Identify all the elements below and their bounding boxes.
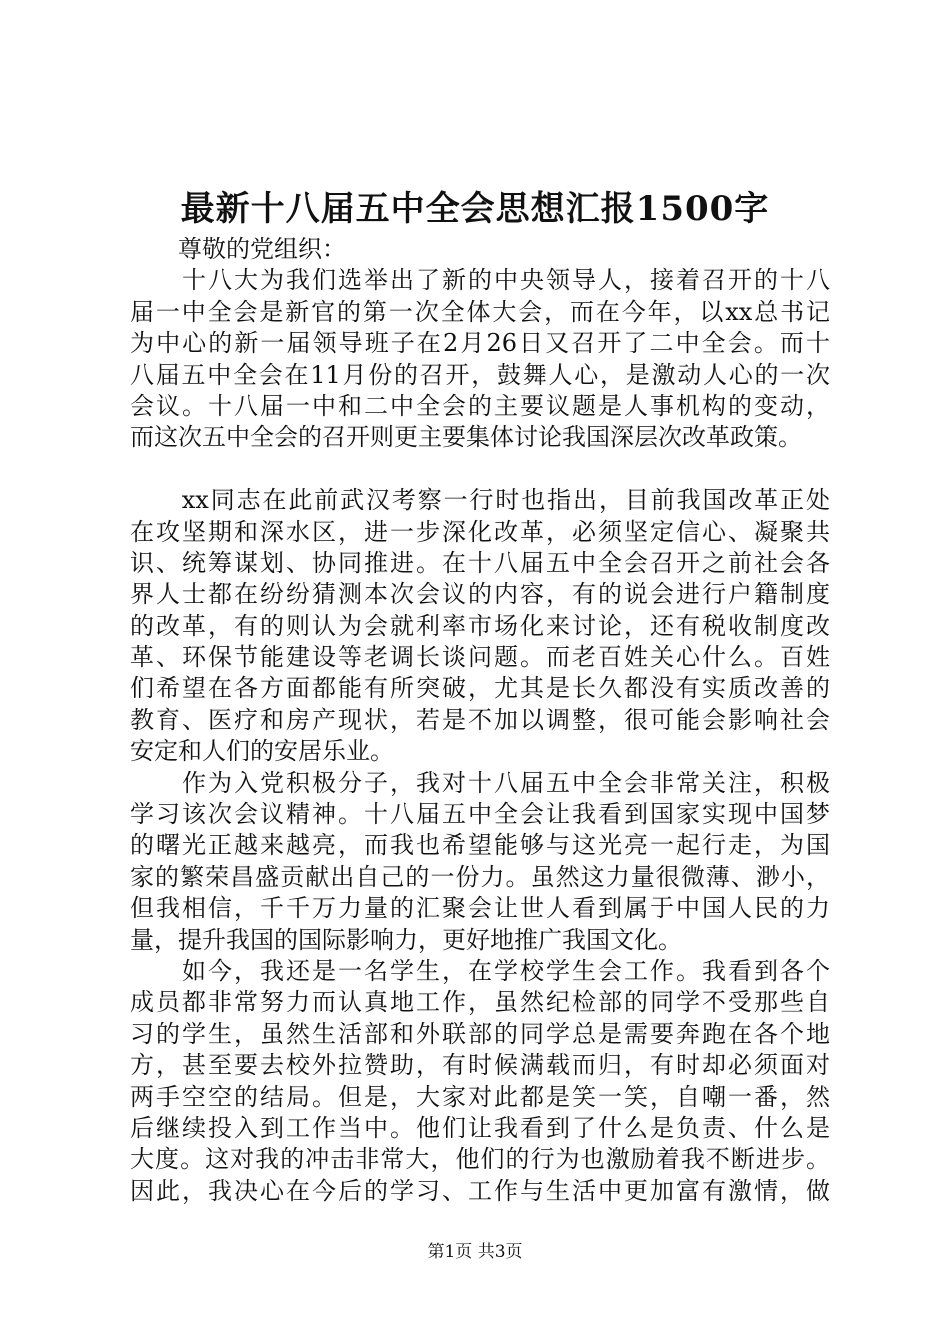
paragraph-1-line-5: 会议。十八届一中和二中全会的主要议题是人事机构的变动， bbox=[130, 391, 830, 420]
paragraph-1-line-3: 为中心的新一届领导班子在2月26日又召开了二中全会。而十 bbox=[130, 329, 830, 358]
paragraph-2-line-6: 革、环保节能建设等老调长谈问题。而老百姓关心什么。百姓 bbox=[130, 643, 830, 672]
paragraph-4-line-4: 方，甚至要去校外拉赞助，有时候满载而归，有时却必须面对 bbox=[130, 1051, 830, 1080]
paragraph-2-line-7: 们希望在各方面都能有所突破，尤其是长久都没有实质改善的 bbox=[130, 674, 830, 703]
paragraph-4-line-6: 后继续投入到工作当中。他们让我看到了什么是负责、什么是 bbox=[130, 1113, 830, 1142]
paragraph-4-line-8: 因此，我决心在今后的学习、工作与生活中更加富有激情，做 bbox=[130, 1176, 830, 1205]
paragraph-2-line-4: 界人士都在纷纷猜测本次会议的内容，有的说会进行户籍制度 bbox=[130, 580, 830, 609]
salutation: 尊敬的党组织： bbox=[130, 235, 346, 263]
paragraph-2-line-9: 安定和人们的安居乐业。 bbox=[130, 737, 394, 766]
document-title: 最新十八届五中全会思想汇报1500字 bbox=[180, 189, 770, 229]
paragraph-3-line-5: 但我相信，千千万力量的汇聚会让世人看到属于中国人民的力 bbox=[130, 894, 830, 923]
page-number-footer: 第1页 共3页 bbox=[427, 1242, 523, 1262]
paragraph-3-line-4: 家的繁荣昌盛贡献出自己的一份力。虽然这力量很微薄、渺小， bbox=[130, 862, 830, 891]
paragraph-3-line-1: 作为入党积极分子，我对十八届五中全会非常关注，积极 bbox=[130, 768, 830, 797]
paragraph-4-line-5: 两手空空的结局。但是，大家对此都是笑一笑，自嘲一番，然 bbox=[130, 1082, 830, 1111]
paragraph-1-line-4: 八届五中全会在11月份的召开，鼓舞人心，是激动人心的一次 bbox=[130, 360, 830, 389]
paragraph-1-line-1: 十八大为我们选举出了新的中央领导人，接着召开的十八 bbox=[130, 266, 830, 295]
paragraph-3-line-6: 量，提升我国的国际影响力，更好地推广我国文化。 bbox=[130, 925, 682, 954]
paragraph-4-line-2: 成员都非常努力而认真地工作，虽然纪检部的同学不受那些自 bbox=[130, 988, 830, 1017]
paragraph-4-line-3: 习的学生，虽然生活部和外联部的同学总是需要奔跑在各个地 bbox=[130, 1019, 830, 1048]
document-body bbox=[130, 234, 830, 1207]
paragraph-3-line-2: 学习该次会议精神。十八届五中全会让我看到国家实现中国梦 bbox=[130, 800, 830, 829]
paragraph-2-line-8: 教育、医疗和房产现状，若是不加以调整，很可能会影响社会 bbox=[130, 705, 830, 734]
paragraph-3-line-3: 的曙光正越来越亮，而我也希望能够与这光亮一起行走，为国 bbox=[130, 831, 830, 860]
paragraph-1-line-6: 而这次五中全会的召开则更主要集体讨论我国深层次改革政策。 bbox=[130, 423, 802, 452]
paragraph-2-line-1: xx同志在此前武汉考察一行时也指出，目前我国改革正处 bbox=[130, 486, 830, 515]
paragraph-4-line-7: 大度。这对我的冲击非常大，他们的行为也激励着我不断进步。 bbox=[130, 1145, 830, 1174]
paragraph-spacer bbox=[130, 454, 830, 485]
paragraph-2-line-5: 的改革，有的则认为会就利率市场化来讨论，还有税收制度改 bbox=[130, 611, 830, 640]
paragraph-2-line-2: 在攻坚期和深水区，进一步深化改革，必须坚定信心、凝聚共 bbox=[130, 517, 830, 546]
paragraph-2-line-3: 识、统筹谋划、协同推进。在十八届五中全会召开之前社会各 bbox=[130, 548, 830, 577]
paragraph-4-line-1: 如今，我还是一名学生，在学校学生会工作。我看到各个 bbox=[130, 956, 830, 985]
paragraph-1-line-2: 届一中全会是新官的第一次全体大会，而在今年，以xx总书记 bbox=[130, 297, 830, 326]
